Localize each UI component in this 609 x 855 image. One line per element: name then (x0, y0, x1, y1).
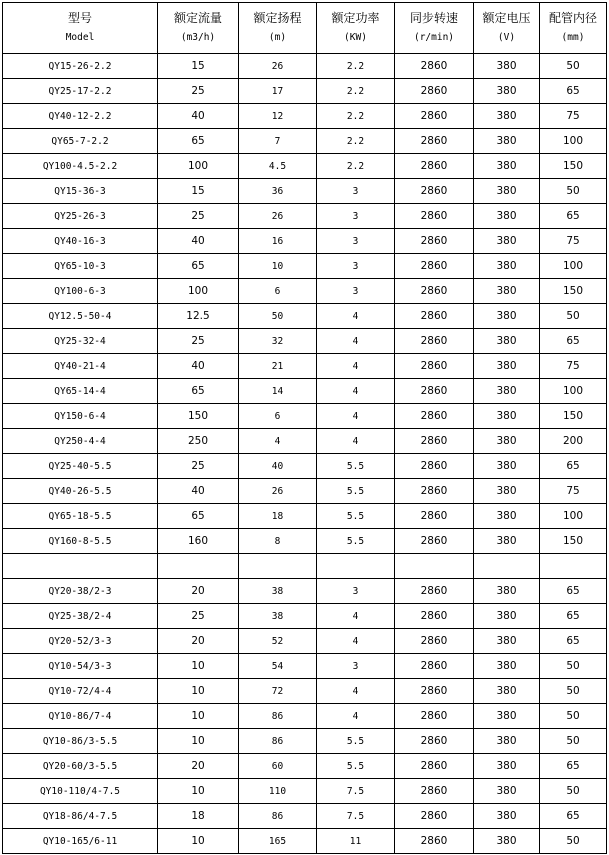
table-row (3, 204, 607, 229)
cell-head: 165 (239, 829, 317, 854)
cell-model: QY25-26-3 (3, 204, 158, 229)
cell-voltage: 380 (474, 279, 540, 304)
header-speed-zh: 同步转速 (409, 11, 458, 25)
cell-speed: 2860 (395, 429, 474, 454)
cell-flow: 25 (158, 329, 239, 354)
header-pipe-zh: 配管内径 (548, 11, 597, 25)
cell-flow: 25 (158, 79, 239, 104)
cell-head: 86 (239, 704, 317, 729)
cell-speed: 2860 (395, 79, 474, 104)
cell-model: QY20-38/2-3 (3, 579, 158, 604)
table-row (3, 404, 607, 429)
cell-flow: 10 (158, 704, 239, 729)
cell-flow: 18 (158, 804, 239, 829)
cell-pipe-diameter: 50 (540, 179, 607, 204)
table-row (3, 354, 607, 379)
cell-head: 18 (239, 504, 317, 529)
cell-pipe-diameter: 100 (540, 254, 607, 279)
cell-model: QY40-21-4 (3, 354, 158, 379)
cell-power: 4 (317, 679, 395, 704)
cell-voltage: 380 (474, 329, 540, 354)
cell-speed: 2860 (395, 179, 474, 204)
cell-model: QY40-12-2.2 (3, 104, 158, 129)
cell-voltage: 380 (474, 754, 540, 779)
cell-head: 17 (239, 79, 317, 104)
cell-voltage: 380 (474, 179, 540, 204)
cell-power: 2.2 (317, 79, 395, 104)
cell-model: QY10-72/4-4 (3, 679, 158, 704)
cell-power: 5.5 (317, 479, 395, 504)
cell-voltage: 380 (474, 804, 540, 829)
cell-speed: 2860 (395, 304, 474, 329)
cell-voltage: 380 (474, 404, 540, 429)
cell-head: 4 (239, 429, 317, 454)
cell-pipe-diameter: 200 (540, 429, 607, 454)
cell-power: 2.2 (317, 104, 395, 129)
cell-flow (158, 554, 239, 579)
cell-speed: 2860 (395, 379, 474, 404)
cell-power: 4 (317, 604, 395, 629)
header-model-en: Model (65, 32, 95, 43)
cell-power (317, 554, 395, 579)
cell-speed: 2860 (395, 754, 474, 779)
cell-voltage: 380 (474, 654, 540, 679)
cell-flow: 20 (158, 754, 239, 779)
cell-power: 11 (317, 829, 395, 854)
cell-pipe-diameter: 75 (540, 354, 607, 379)
cell-speed: 2860 (395, 804, 474, 829)
table-row (3, 579, 607, 604)
cell-power: 3 (317, 579, 395, 604)
cell-speed: 2860 (395, 604, 474, 629)
cell-head: 36 (239, 179, 317, 204)
cell-flow: 40 (158, 354, 239, 379)
cell-model: QY10-110/4-7.5 (3, 779, 158, 804)
cell-speed: 2860 (395, 579, 474, 604)
header-speed (395, 3, 474, 54)
cell-head: 10 (239, 254, 317, 279)
cell-voltage: 380 (474, 204, 540, 229)
table-row (3, 479, 607, 504)
cell-power: 4 (317, 704, 395, 729)
cell-power: 4 (317, 354, 395, 379)
table-row (3, 779, 607, 804)
cell-voltage: 380 (474, 304, 540, 329)
cell-pipe-diameter: 100 (540, 504, 607, 529)
cell-flow: 20 (158, 629, 239, 654)
cell-speed: 2860 (395, 629, 474, 654)
cell-voltage: 380 (474, 579, 540, 604)
table-row (3, 554, 607, 579)
table-row (3, 629, 607, 654)
header-flow-unit: (m3/h) (180, 32, 216, 43)
cell-speed: 2860 (395, 254, 474, 279)
cell-flow: 65 (158, 129, 239, 154)
cell-head: 110 (239, 779, 317, 804)
cell-flow: 250 (158, 429, 239, 454)
cell-voltage: 380 (474, 79, 540, 104)
cell-model: QY25-17-2.2 (3, 79, 158, 104)
cell-flow: 10 (158, 729, 239, 754)
cell-model: QY65-10-3 (3, 254, 158, 279)
cell-pipe-diameter: 65 (540, 329, 607, 354)
cell-head: 60 (239, 754, 317, 779)
cell-voltage: 380 (474, 604, 540, 629)
cell-flow: 65 (158, 254, 239, 279)
cell-speed: 2860 (395, 704, 474, 729)
cell-pipe-diameter: 65 (540, 754, 607, 779)
cell-flow: 10 (158, 829, 239, 854)
cell-model: QY15-36-3 (3, 179, 158, 204)
cell-model: QY40-26-5.5 (3, 479, 158, 504)
table-row (3, 54, 607, 79)
cell-pipe-diameter: 150 (540, 529, 607, 554)
table-body (3, 54, 607, 854)
cell-pipe-diameter: 150 (540, 154, 607, 179)
cell-model: QY15-26-2.2 (3, 54, 158, 79)
cell-pipe-diameter: 65 (540, 79, 607, 104)
cell-power: 4 (317, 304, 395, 329)
header-flow-zh: 额定流量 (173, 11, 222, 25)
cell-head: 26 (239, 54, 317, 79)
table-row (3, 79, 607, 104)
cell-power: 3 (317, 254, 395, 279)
cell-pipe-diameter: 50 (540, 704, 607, 729)
cell-model: QY65-18-5.5 (3, 504, 158, 529)
header-head-zh: 额定扬程 (253, 11, 302, 25)
cell-power: 5.5 (317, 729, 395, 754)
cell-model: QY65-7-2.2 (3, 129, 158, 154)
cell-head: 86 (239, 804, 317, 829)
cell-speed: 2860 (395, 829, 474, 854)
table-row (3, 679, 607, 704)
cell-voltage (474, 554, 540, 579)
cell-head (239, 554, 317, 579)
cell-speed: 2860 (395, 104, 474, 129)
table-row (3, 429, 607, 454)
cell-head: 26 (239, 204, 317, 229)
cell-voltage: 380 (474, 379, 540, 404)
table-row (3, 804, 607, 829)
header-power-zh: 额定功率 (331, 11, 380, 25)
cell-head: 7 (239, 129, 317, 154)
cell-head: 52 (239, 629, 317, 654)
table-row (3, 504, 607, 529)
cell-voltage: 380 (474, 454, 540, 479)
cell-power: 4 (317, 379, 395, 404)
cell-pipe-diameter: 100 (540, 379, 607, 404)
table-row (3, 604, 607, 629)
cell-voltage: 380 (474, 704, 540, 729)
table-row (3, 329, 607, 354)
header-voltage-unit: (V) (497, 32, 516, 43)
cell-model: QY65-14-4 (3, 379, 158, 404)
cell-head: 12 (239, 104, 317, 129)
cell-voltage: 380 (474, 429, 540, 454)
cell-pipe-diameter: 50 (540, 829, 607, 854)
cell-pipe-diameter: 65 (540, 579, 607, 604)
cell-model: QY100-6-3 (3, 279, 158, 304)
header-speed-unit: (r/min) (413, 32, 455, 43)
cell-power: 3 (317, 279, 395, 304)
cell-model: QY12.5-50-4 (3, 304, 158, 329)
cell-model: QY10-54/3-3 (3, 654, 158, 679)
cell-flow: 25 (158, 604, 239, 629)
table-row (3, 304, 607, 329)
cell-pipe-diameter: 100 (540, 129, 607, 154)
cell-power: 5.5 (317, 754, 395, 779)
cell-model: QY20-52/3-3 (3, 629, 158, 654)
header-power-unit: (KW) (344, 32, 367, 43)
cell-speed: 2860 (395, 129, 474, 154)
cell-flow: 100 (158, 154, 239, 179)
cell-pipe-diameter: 50 (540, 729, 607, 754)
table-row (3, 829, 607, 854)
cell-speed: 2860 (395, 679, 474, 704)
table-row (3, 129, 607, 154)
cell-voltage: 380 (474, 829, 540, 854)
table-row (3, 104, 607, 129)
cell-model: QY100-4.5-2.2 (3, 154, 158, 179)
cell-pipe-diameter: 50 (540, 54, 607, 79)
cell-power: 2.2 (317, 129, 395, 154)
table-row (3, 229, 607, 254)
cell-voltage: 380 (474, 629, 540, 654)
cell-pipe-diameter: 50 (540, 304, 607, 329)
cell-model: QY10-86/7-4 (3, 704, 158, 729)
cell-power: 3 (317, 654, 395, 679)
cell-model: QY25-32-4 (3, 329, 158, 354)
cell-head: 16 (239, 229, 317, 254)
cell-model: QY18-86/4-7.5 (3, 804, 158, 829)
table-row (3, 179, 607, 204)
cell-power: 5.5 (317, 504, 395, 529)
header-row (3, 3, 607, 54)
cell-power: 7.5 (317, 804, 395, 829)
cell-head: 21 (239, 354, 317, 379)
cell-model: QY250-4-4 (3, 429, 158, 454)
cell-head: 32 (239, 329, 317, 354)
cell-speed: 2860 (395, 329, 474, 354)
cell-pipe-diameter: 65 (540, 604, 607, 629)
cell-model: QY25-38/2-4 (3, 604, 158, 629)
cell-voltage: 380 (474, 479, 540, 504)
cell-model: QY160-8-5.5 (3, 529, 158, 554)
cell-power: 3 (317, 204, 395, 229)
cell-pipe-diameter: 150 (540, 404, 607, 429)
cell-power: 2.2 (317, 54, 395, 79)
header-head-unit: (m) (268, 32, 287, 43)
cell-head: 6 (239, 279, 317, 304)
pump-spec-table (2, 2, 607, 854)
header-model-zh: 型号 (67, 11, 92, 25)
table-row (3, 254, 607, 279)
header-head (239, 3, 317, 54)
cell-voltage: 380 (474, 354, 540, 379)
cell-pipe-diameter: 75 (540, 104, 607, 129)
cell-speed: 2860 (395, 454, 474, 479)
cell-power: 4 (317, 629, 395, 654)
cell-power: 4 (317, 404, 395, 429)
cell-voltage: 380 (474, 104, 540, 129)
cell-pipe-diameter: 75 (540, 479, 607, 504)
cell-speed: 2860 (395, 229, 474, 254)
cell-head: 54 (239, 654, 317, 679)
header-voltage-zh: 额定电压 (482, 11, 531, 25)
cell-head: 38 (239, 604, 317, 629)
cell-model (3, 554, 158, 579)
table-row (3, 154, 607, 179)
cell-head: 40 (239, 454, 317, 479)
cell-speed: 2860 (395, 354, 474, 379)
cell-head: 50 (239, 304, 317, 329)
header-power (317, 3, 395, 54)
cell-flow: 10 (158, 779, 239, 804)
cell-speed: 2860 (395, 54, 474, 79)
cell-flow: 10 (158, 654, 239, 679)
cell-flow: 160 (158, 529, 239, 554)
cell-power: 7.5 (317, 779, 395, 804)
cell-pipe-diameter: 50 (540, 779, 607, 804)
cell-flow: 65 (158, 504, 239, 529)
cell-power: 5.5 (317, 454, 395, 479)
cell-pipe-diameter: 65 (540, 204, 607, 229)
cell-head: 26 (239, 479, 317, 504)
header-pipe-unit: (mm) (561, 32, 585, 43)
cell-voltage: 380 (474, 229, 540, 254)
cell-model: QY10-86/3-5.5 (3, 729, 158, 754)
table-row (3, 279, 607, 304)
cell-voltage: 380 (474, 504, 540, 529)
cell-pipe-diameter: 150 (540, 279, 607, 304)
table-row (3, 654, 607, 679)
cell-power: 4 (317, 429, 395, 454)
cell-flow: 40 (158, 229, 239, 254)
cell-flow: 40 (158, 479, 239, 504)
cell-speed: 2860 (395, 279, 474, 304)
cell-speed: 2860 (395, 504, 474, 529)
cell-pipe-diameter: 65 (540, 454, 607, 479)
cell-flow: 20 (158, 579, 239, 604)
cell-model: QY150-6-4 (3, 404, 158, 429)
cell-voltage: 380 (474, 254, 540, 279)
cell-pipe-diameter (540, 554, 607, 579)
cell-flow: 65 (158, 379, 239, 404)
cell-flow: 12.5 (158, 304, 239, 329)
cell-speed (395, 554, 474, 579)
cell-voltage: 380 (474, 129, 540, 154)
cell-speed: 2860 (395, 204, 474, 229)
cell-model: QY20-60/3-5.5 (3, 754, 158, 779)
header-flow (158, 3, 239, 54)
cell-head: 72 (239, 679, 317, 704)
cell-speed: 2860 (395, 729, 474, 754)
cell-pipe-diameter: 50 (540, 679, 607, 704)
cell-speed: 2860 (395, 529, 474, 554)
header-pipe-diameter (540, 3, 607, 54)
table-row (3, 704, 607, 729)
cell-power: 2.2 (317, 154, 395, 179)
cell-model: QY10-165/6-11 (3, 829, 158, 854)
header-voltage (474, 3, 540, 54)
cell-speed: 2860 (395, 154, 474, 179)
cell-speed: 2860 (395, 654, 474, 679)
cell-head: 14 (239, 379, 317, 404)
cell-head: 4.5 (239, 154, 317, 179)
cell-flow: 40 (158, 104, 239, 129)
table-row (3, 729, 607, 754)
cell-voltage: 380 (474, 529, 540, 554)
cell-flow: 10 (158, 679, 239, 704)
cell-head: 8 (239, 529, 317, 554)
cell-speed: 2860 (395, 779, 474, 804)
cell-pipe-diameter: 65 (540, 629, 607, 654)
cell-flow: 25 (158, 454, 239, 479)
cell-voltage: 380 (474, 729, 540, 754)
table-row (3, 754, 607, 779)
cell-head: 38 (239, 579, 317, 604)
cell-power: 3 (317, 179, 395, 204)
cell-pipe-diameter: 75 (540, 229, 607, 254)
cell-voltage: 380 (474, 779, 540, 804)
cell-speed: 2860 (395, 479, 474, 504)
cell-power: 3 (317, 229, 395, 254)
cell-pipe-diameter: 50 (540, 654, 607, 679)
table-row (3, 454, 607, 479)
cell-pipe-diameter: 65 (540, 804, 607, 829)
cell-flow: 15 (158, 54, 239, 79)
cell-voltage: 380 (474, 154, 540, 179)
table-row (3, 379, 607, 404)
cell-head: 86 (239, 729, 317, 754)
cell-flow: 25 (158, 204, 239, 229)
cell-power: 5.5 (317, 529, 395, 554)
header-model (3, 3, 158, 54)
cell-flow: 150 (158, 404, 239, 429)
cell-head: 6 (239, 404, 317, 429)
cell-model: QY40-16-3 (3, 229, 158, 254)
cell-voltage: 380 (474, 679, 540, 704)
cell-voltage: 380 (474, 54, 540, 79)
cell-power: 4 (317, 329, 395, 354)
cell-speed: 2860 (395, 404, 474, 429)
cell-model: QY25-40-5.5 (3, 454, 158, 479)
table-row (3, 529, 607, 554)
cell-flow: 15 (158, 179, 239, 204)
cell-flow: 100 (158, 279, 239, 304)
